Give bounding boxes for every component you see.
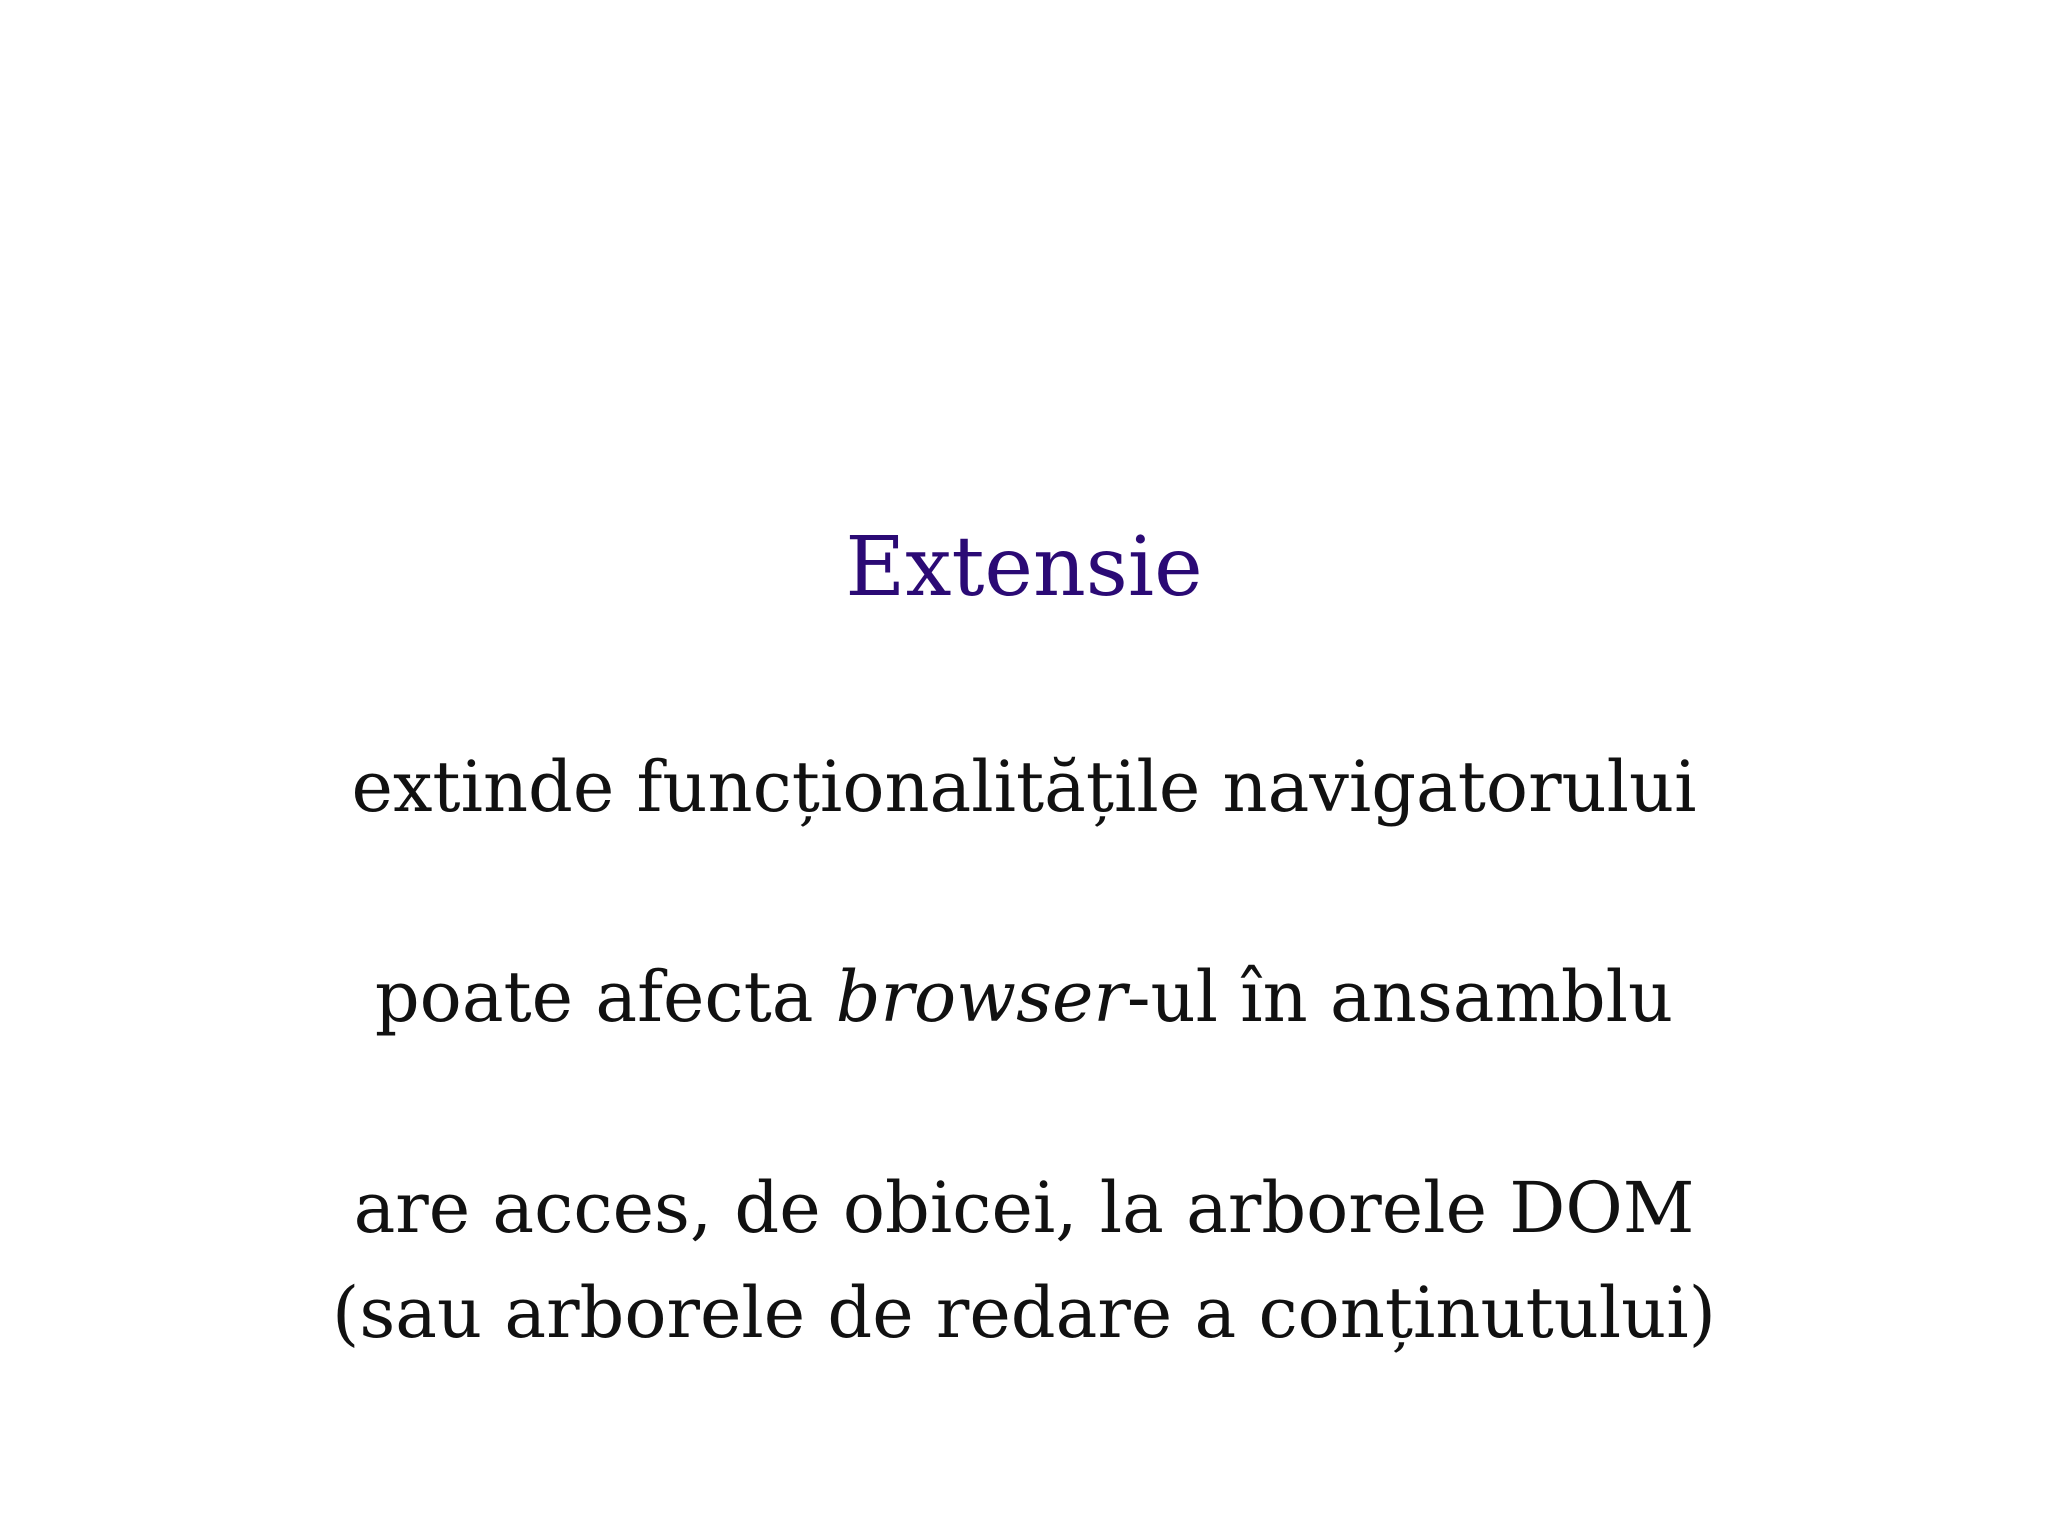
bullet-dom-access: are acces, de obicei, la arborele DOM [353, 1167, 1695, 1249]
bullet-extends-functionality: extinde funcționalitățile navigatorului [351, 746, 1697, 828]
bullet-affects-browser-prefix: poate afecta [374, 956, 836, 1038]
bullet-render-tree: (sau arborele de redare a conținutului) [332, 1272, 1716, 1354]
bullet-affects-browser-italic: browser [835, 956, 1127, 1038]
bullet-affects-browser-suffix: -ul în ansamblu [1126, 956, 1674, 1038]
slide-title: Extensie [845, 520, 1203, 615]
bullet-affects-browser [0, 952, 2048, 1042]
